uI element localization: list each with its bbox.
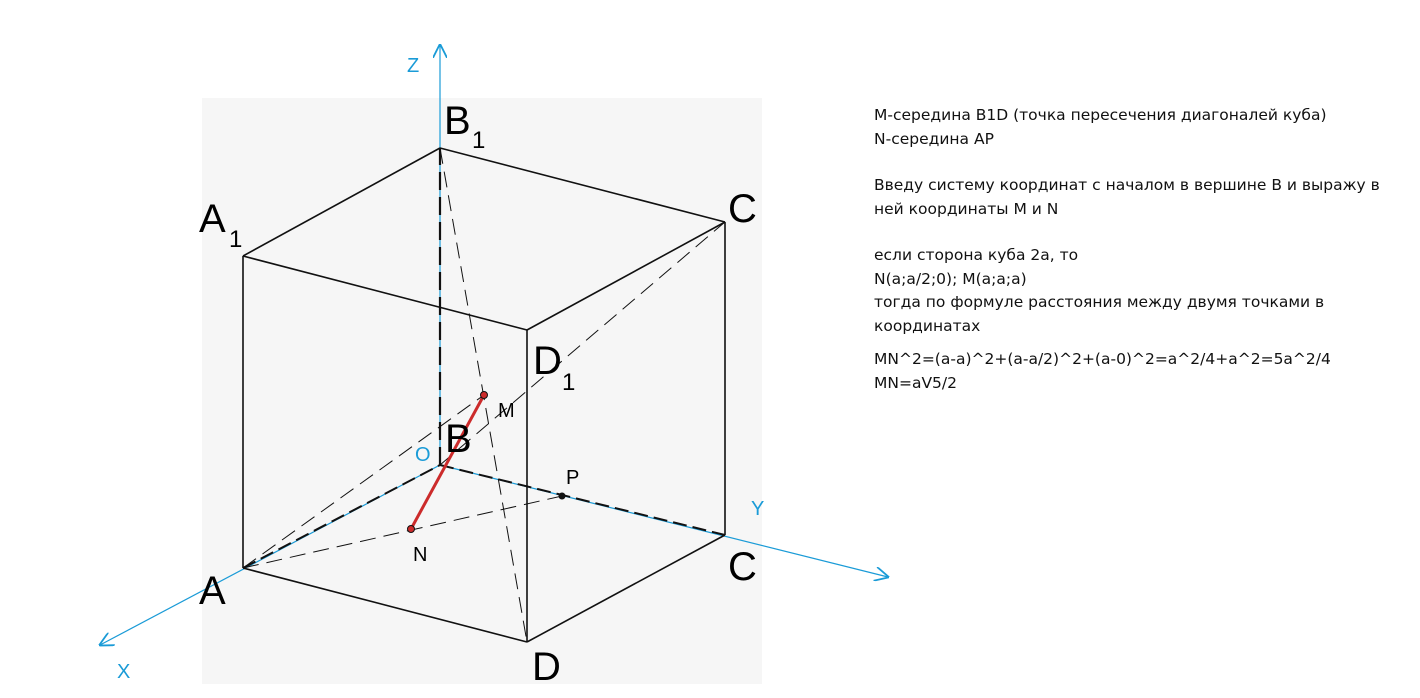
label-P: P <box>566 467 580 489</box>
note-line-1: M-середина B1D (точка пересечения диагоналей куба) <box>874 106 1327 124</box>
note-line-7: тогда по формуле расстояния между двумя точками в <box>874 293 1325 311</box>
drawing-panel <box>202 98 765 684</box>
label-D1-subscript: 1 <box>562 369 576 396</box>
label-axis-X: X <box>117 661 131 683</box>
note-line-8: координатах <box>874 316 981 335</box>
label-A: A <box>199 569 226 613</box>
note-line-3: Введу систему координат с началом в вершине В и выражу в <box>874 176 1380 194</box>
note-gap <box>874 338 1394 348</box>
note-gap <box>874 151 1394 174</box>
note-line-4: ней координаты М и N <box>874 199 1059 218</box>
note-line-2: N-середина AP <box>874 129 994 148</box>
label-C: C <box>728 545 757 589</box>
note-line-6: N(a;a/2;0); M(a;a;a) <box>874 269 1027 288</box>
note-line-9: MN^2=(a-a)^2+(a-a/2)^2+(a-0)^2=a^2/4+a^2=5a^2/4 <box>874 350 1331 368</box>
label-M: M <box>498 400 515 422</box>
label-N: N <box>413 544 428 566</box>
point-M <box>481 392 488 399</box>
label-B1: B <box>444 99 471 143</box>
label-B: B <box>445 417 472 461</box>
solution-notes <box>874 104 1394 395</box>
label-D1: D <box>533 339 562 383</box>
label-A1: A <box>199 197 226 241</box>
point-N <box>408 526 415 533</box>
note-gap <box>874 221 1394 244</box>
label-B1-subscript: 1 <box>472 127 486 154</box>
label-A1-subscript: 1 <box>229 226 243 253</box>
label-axis-Y: Y <box>751 498 765 520</box>
label-origin-O: O <box>415 444 431 466</box>
label-D: D <box>532 645 561 689</box>
point-P <box>559 493 566 500</box>
label-axis-Z: Z <box>407 55 420 77</box>
note-line-10: MN=aV5/2 <box>874 373 958 392</box>
label-C1: C <box>728 187 757 231</box>
note-line-5: если сторона куба 2a, то <box>874 246 1079 264</box>
